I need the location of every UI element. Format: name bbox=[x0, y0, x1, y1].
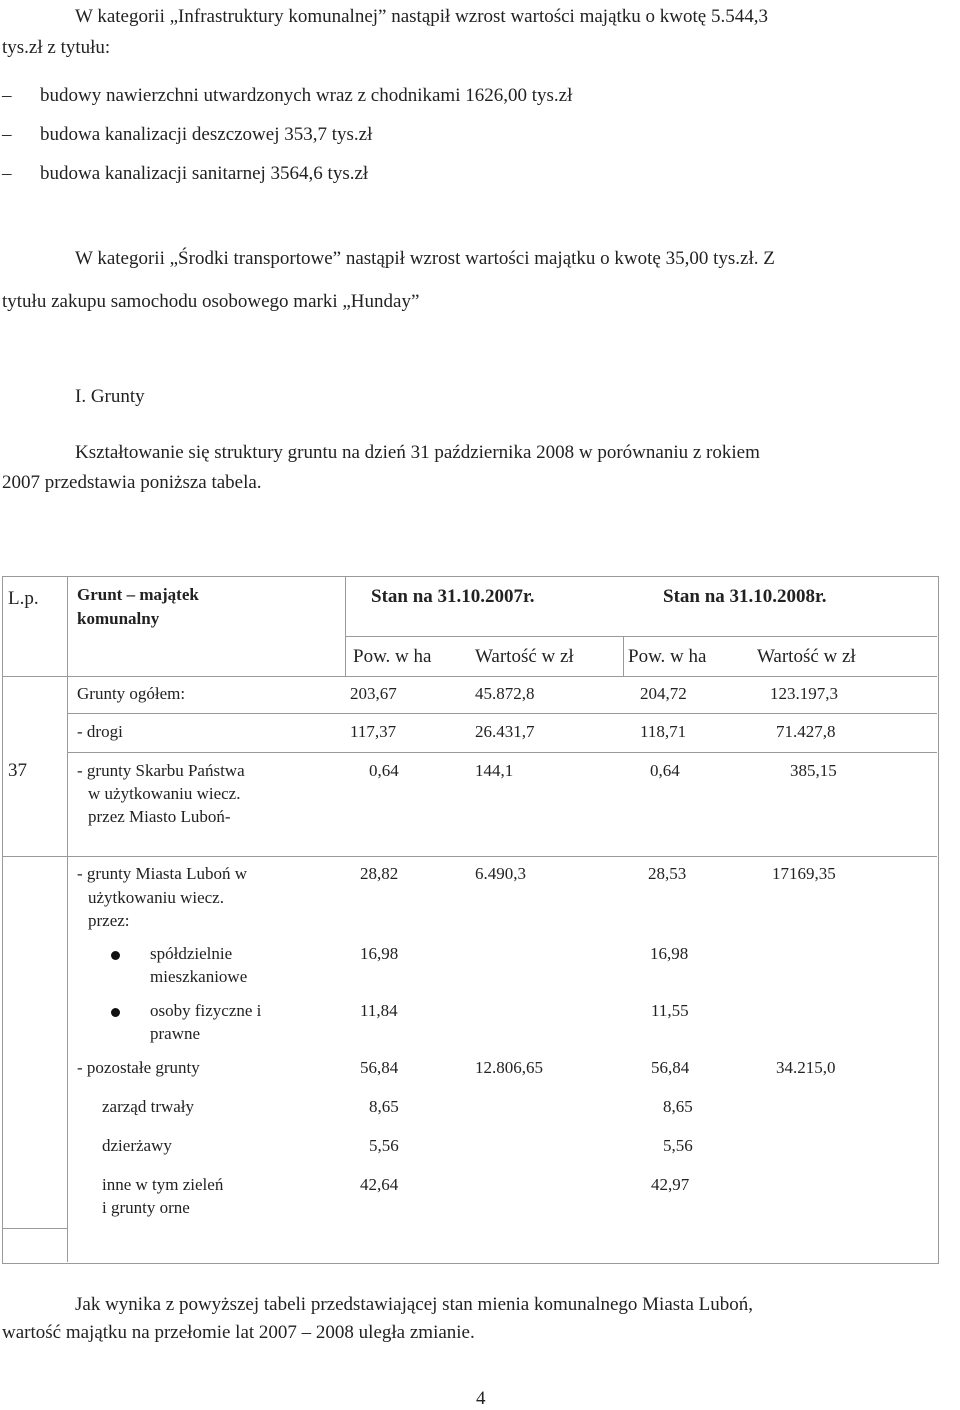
bullet-dot bbox=[111, 1008, 120, 1017]
cell-pow-2007: 11,84 bbox=[360, 1001, 398, 1020]
row-label-line1: spółdzielnie bbox=[150, 944, 233, 963]
wartosc-2008-header: Wartość w zł bbox=[757, 646, 856, 667]
cell-value-2008: 385,15 bbox=[790, 761, 837, 780]
stan-2008-header: Stan na 31.10.2008r. bbox=[663, 586, 827, 607]
grunt-header-line1: Grunt – majątek bbox=[77, 585, 199, 604]
cell-pow-2008: 118,71 bbox=[640, 722, 687, 741]
cell-pow-2008: 11,55 bbox=[651, 1001, 689, 1020]
table-divider bbox=[2, 1228, 67, 1229]
bullet-item: budowa kanalizacji sanitarnej 3564,6 tys.zł bbox=[40, 163, 369, 184]
cell-pow-2007: 28,82 bbox=[360, 864, 399, 883]
cell-pow-2007: 8,65 bbox=[369, 1097, 399, 1116]
conclusion-line1: Jak wynika z powyższej tabeli przedstawiającej stan mienia komunalnego Miasta Luboń, bbox=[75, 1294, 753, 1315]
cell-pow-2007: 0,64 bbox=[369, 761, 399, 780]
row-label-line2: prawne bbox=[150, 1024, 201, 1043]
row-label-line1: inne w tym zieleń bbox=[102, 1175, 224, 1194]
cell-value-2007: 6.490,3 bbox=[475, 864, 526, 883]
table-divider bbox=[623, 636, 624, 676]
bullet-dash: – bbox=[2, 163, 12, 184]
wartosc-2007-header: Wartość w zł bbox=[475, 646, 574, 667]
pow-2008-header: Pow. w ha bbox=[628, 646, 707, 667]
cell-pow-2008: 42,97 bbox=[651, 1175, 690, 1194]
cell-pow-2007: 56,84 bbox=[360, 1058, 399, 1077]
bullet-item: budowa kanalizacji deszczowej 353,7 tys.zł bbox=[40, 124, 373, 145]
row-label-line1: osoby fizyczne i bbox=[150, 1001, 262, 1020]
table-divider bbox=[67, 576, 68, 1262]
row-label-line2: w użytkowaniu wiecz. bbox=[88, 784, 241, 803]
table-divider bbox=[67, 752, 937, 753]
cell-value-2007: 45.872,8 bbox=[475, 684, 535, 703]
row-label: - drogi bbox=[77, 722, 123, 741]
row-label-line2: użytkowaniu wiecz. bbox=[88, 888, 224, 907]
stan-2007-header: Stan na 31.10.2007r. bbox=[371, 586, 535, 607]
bullet-dash: – bbox=[2, 124, 12, 145]
grunt-header-line2: komunalny bbox=[77, 609, 160, 628]
table-divider bbox=[67, 713, 937, 714]
infrastructure-paragraph-line1: W kategorii „Infrastruktury komunalnej” nastąpił wzrost wartości majątku o kwotę 5.544,3 bbox=[75, 6, 768, 27]
bullet-dot bbox=[111, 951, 120, 960]
cell-pow-2008: 204,72 bbox=[640, 684, 687, 703]
row-label-line1: - grunty Miasta Luboń w bbox=[77, 864, 247, 883]
cell-value-2007: 26.431,7 bbox=[475, 722, 535, 741]
cell-pow-2007: 203,67 bbox=[350, 684, 397, 703]
row-label: zarząd trwały bbox=[102, 1097, 195, 1116]
row-label: Grunty ogółem: bbox=[77, 684, 186, 703]
table-divider bbox=[2, 676, 937, 677]
row-label-line2: mieszkaniowe bbox=[150, 967, 248, 986]
cell-pow-2008: 8,65 bbox=[663, 1097, 693, 1116]
row-label: dzierżawy bbox=[102, 1136, 172, 1155]
cell-value-2007: 144,1 bbox=[475, 761, 514, 780]
row-label-line3: przez Miasto Luboń- bbox=[88, 807, 231, 826]
cell-value-2008: 123.197,3 bbox=[770, 684, 838, 703]
cell-pow-2007: 42,64 bbox=[360, 1175, 399, 1194]
cell-value-2008: 71.427,8 bbox=[776, 722, 836, 741]
cell-pow-2008: 16,98 bbox=[650, 944, 689, 963]
cell-value-2007: 12.806,65 bbox=[475, 1058, 543, 1077]
transport-paragraph-line2: tytułu zakupu samochodu osobowego marki „Hunday” bbox=[2, 291, 420, 312]
cell-pow-2007: 117,37 bbox=[350, 722, 397, 741]
bullet-item: budowy nawierzchni utwardzonych wraz z chodnikami 1626,00 tys.zł bbox=[40, 85, 573, 106]
row-label: - pozostałe grunty bbox=[77, 1058, 200, 1077]
lp-header: L.p. bbox=[8, 588, 39, 609]
cell-pow-2008: 56,84 bbox=[651, 1058, 690, 1077]
row-label-line3: przez: bbox=[88, 911, 130, 930]
lp-value: 37 bbox=[8, 760, 27, 781]
transport-paragraph-line1: W kategorii „Środki transportowe” nastąpił wzrost wartości majątku o kwotę 35,00 tys.zł. Z bbox=[75, 248, 775, 269]
pow-2007-header: Pow. w ha bbox=[353, 646, 432, 667]
section-heading: I. Grunty bbox=[75, 386, 145, 407]
cell-pow-2007: 5,56 bbox=[369, 1136, 399, 1155]
infrastructure-paragraph-line2: tys.zł z tytułu: bbox=[2, 37, 111, 58]
cell-pow-2008: 28,53 bbox=[648, 864, 687, 883]
row-label-line1: - grunty Skarbu Państwa bbox=[77, 761, 245, 780]
cell-pow-2007: 16,98 bbox=[360, 944, 399, 963]
land-table bbox=[2, 576, 939, 1264]
table-divider bbox=[2, 856, 937, 857]
bullet-dash: – bbox=[2, 85, 12, 106]
section-paragraph-line1: Kształtowanie się struktury gruntu na dzień 31 października 2008 w porównaniu z rokiem bbox=[75, 442, 760, 463]
table-divider bbox=[345, 636, 937, 637]
row-label-line2: i grunty orne bbox=[102, 1198, 190, 1217]
cell-value-2008: 34.215,0 bbox=[776, 1058, 836, 1077]
cell-value-2008: 17169,35 bbox=[772, 864, 836, 883]
cell-pow-2008: 5,56 bbox=[663, 1136, 693, 1155]
cell-pow-2008: 0,64 bbox=[650, 761, 680, 780]
section-paragraph-line2: 2007 przedstawia poniższa tabela. bbox=[2, 472, 262, 493]
page-number: 4 bbox=[476, 1388, 486, 1409]
table-divider bbox=[345, 576, 346, 676]
conclusion-line2: wartość majątku na przełomie lat 2007 – 2008 uległa zmianie. bbox=[2, 1322, 475, 1343]
